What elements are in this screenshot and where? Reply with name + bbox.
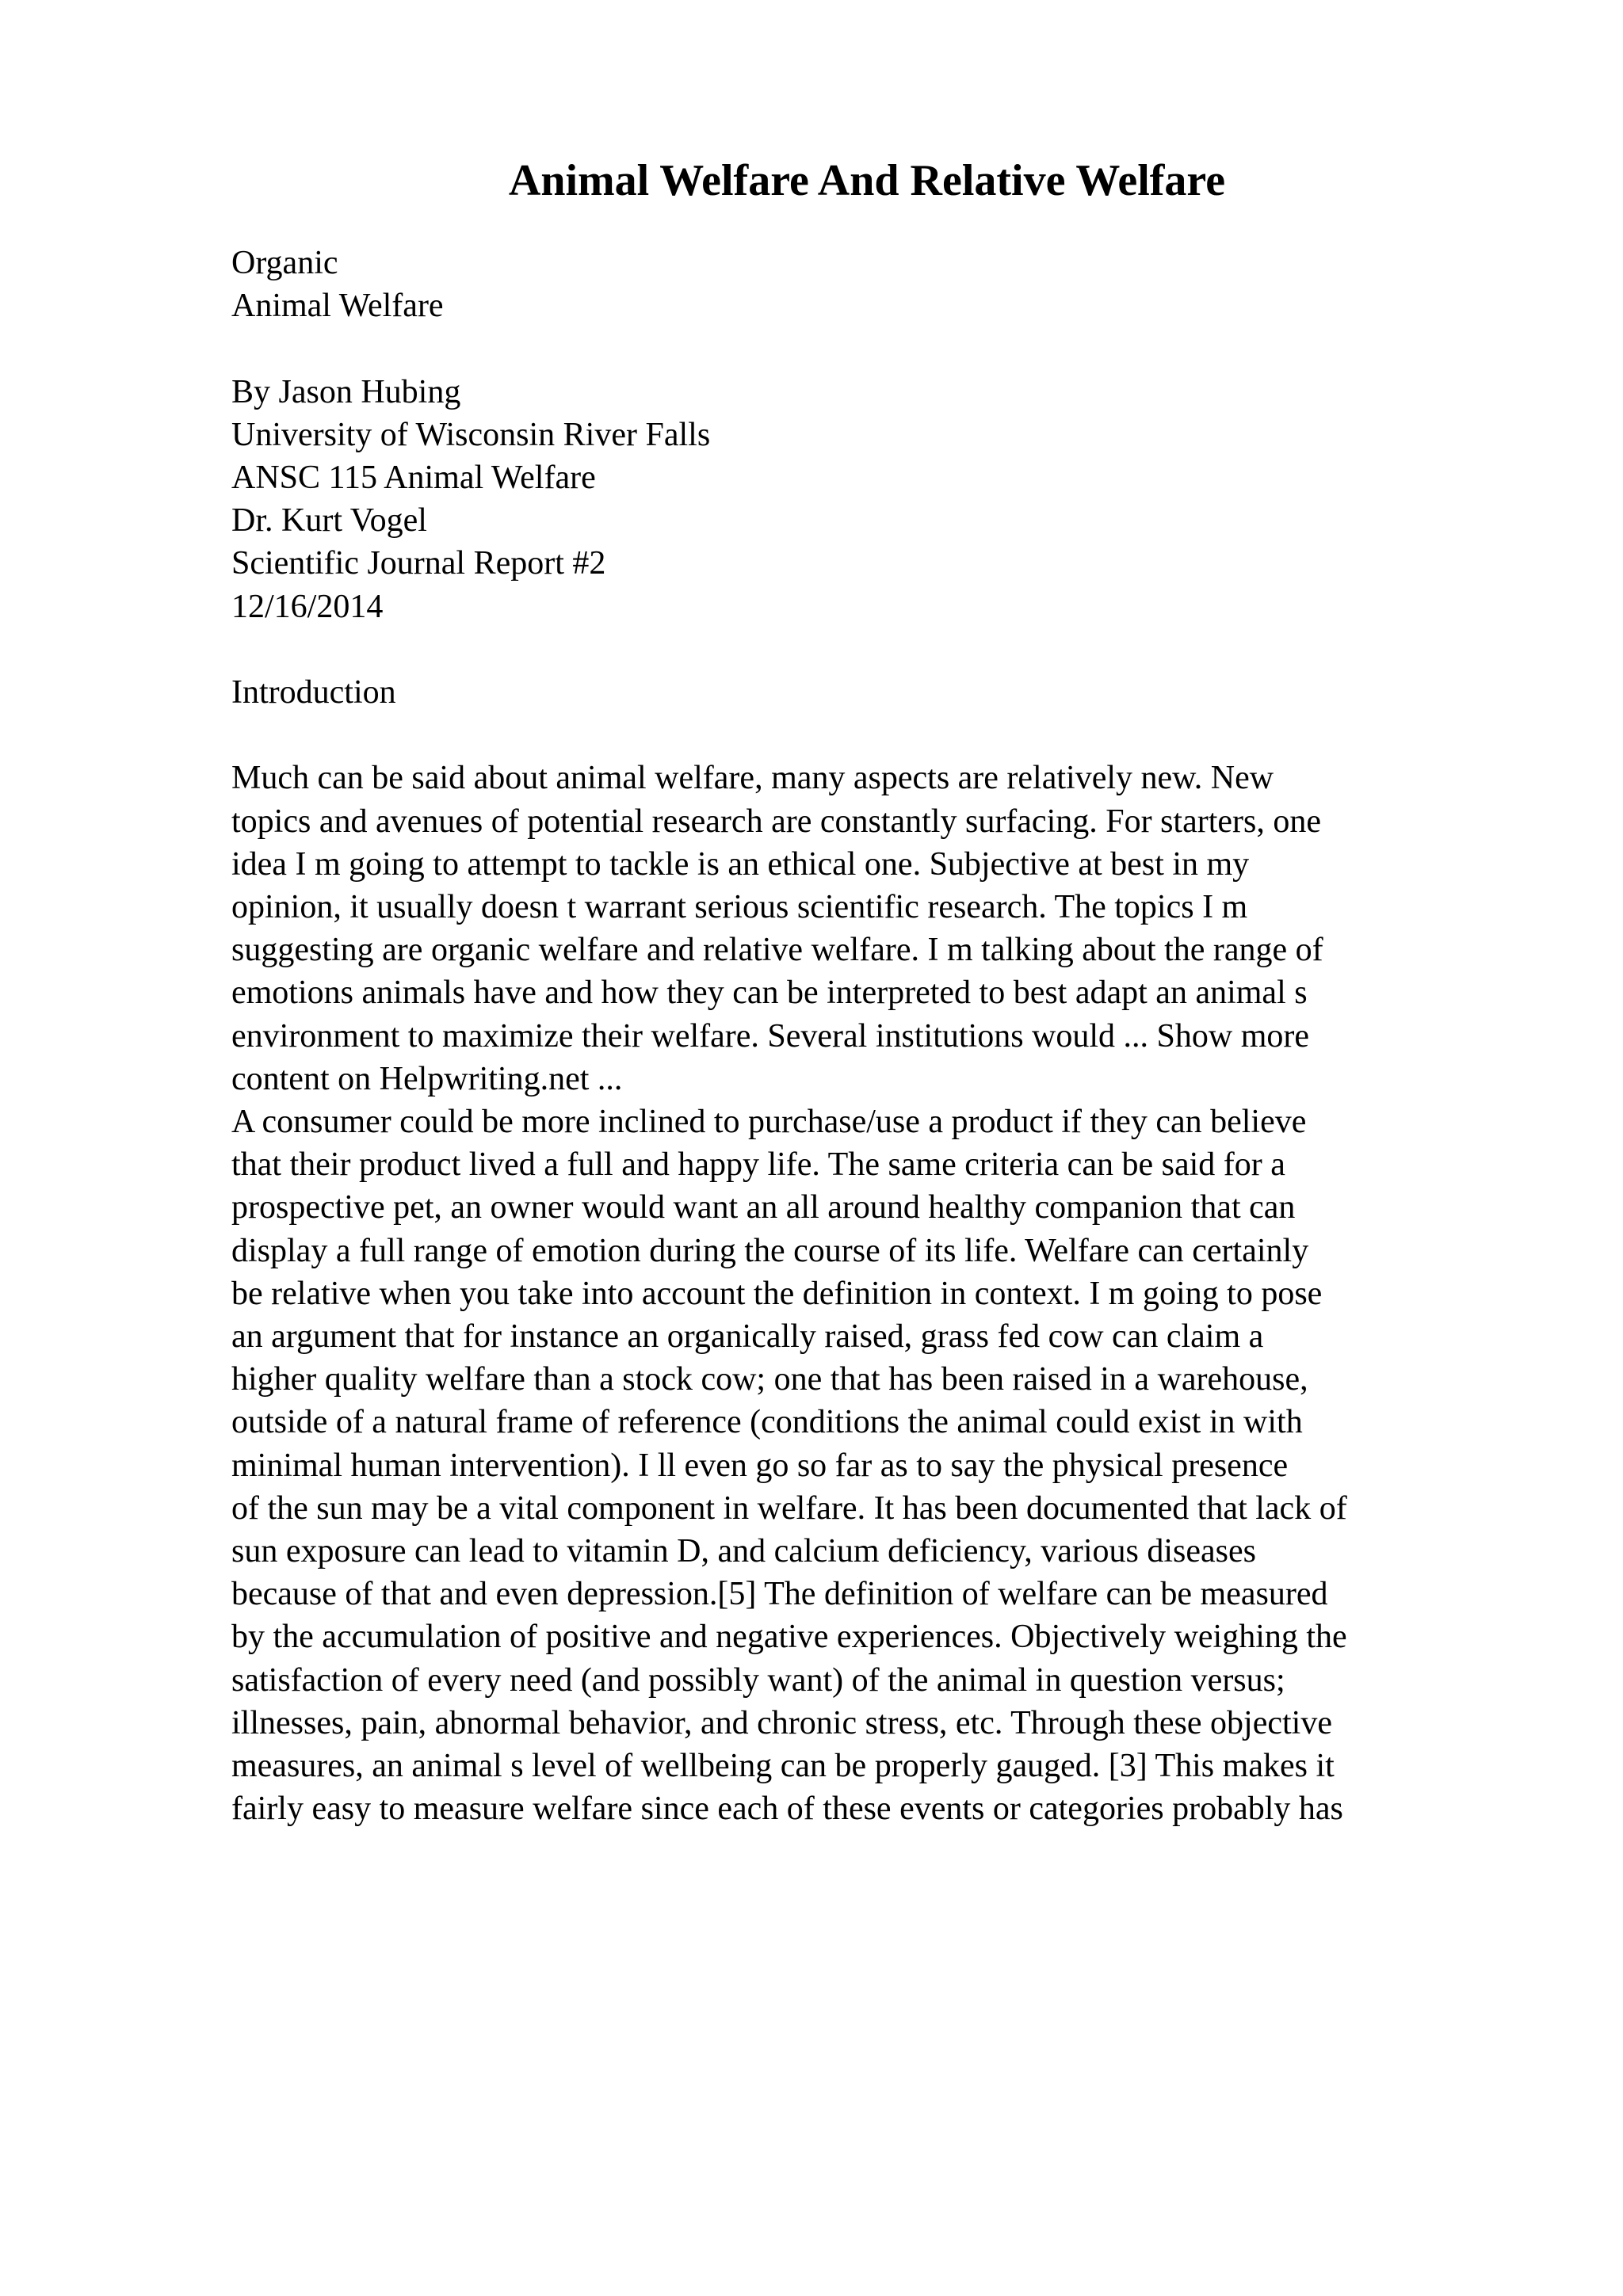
instructor-line: Dr. Kurt Vogel bbox=[231, 502, 427, 540]
paragraph-line: higher quality welfare than a stock cow; one that has been raised in a warehouse, bbox=[231, 1361, 1308, 1398]
spacer bbox=[231, 714, 1499, 757]
paragraph-line: an argument that for instance an organically raised, grass fed cow can claim a bbox=[231, 1318, 1264, 1356]
category-line: Organic bbox=[231, 245, 338, 281]
spacer bbox=[231, 327, 1499, 370]
category-block bbox=[231, 242, 1499, 327]
paragraph-line: Much can be said about animal welfare, many aspects are relatively new. New bbox=[231, 760, 1274, 797]
paragraph-line: display a full range of emotion during the course of its life. Welfare can certainly bbox=[231, 1232, 1309, 1269]
paragraph-line: prospective pet, an owner would want an all around healthy companion that can bbox=[231, 1189, 1296, 1226]
paragraph-line: opinion, it usually doesn t warrant serious scientific research. The topics I m bbox=[231, 889, 1248, 925]
paragraph-line: that their product lived a full and happy life. The same criteria can be said for a bbox=[231, 1146, 1285, 1184]
paragraph-line: A consumer could be more inclined to purchase/use a product if they can believe bbox=[231, 1104, 1307, 1141]
paragraph-line: environment to maximize their welfare. Several institutions would ... Show more bbox=[231, 1017, 1310, 1055]
spacer bbox=[231, 628, 1499, 671]
document-title: Animal Welfare And Relative Welfare bbox=[508, 156, 1226, 205]
paragraph-line: content on Helpwriting.net ... bbox=[231, 1060, 623, 1097]
author-meta-block bbox=[231, 371, 1499, 628]
paragraph-body bbox=[231, 1100, 1499, 1830]
paragraph-line: measures, an animal s level of wellbeing can be properly gauged. [3] This makes it bbox=[231, 1748, 1335, 1785]
paragraph-line: minimal human intervention). I ll even go so far as to say the physical presence bbox=[231, 1447, 1289, 1484]
paragraph-line: of the sun may be a vital component in welfare. It has been documented that lack of bbox=[231, 1489, 1347, 1527]
paragraph-line: fairly easy to measure welfare since each of these events or categories probably has bbox=[231, 1791, 1343, 1828]
author-line: By Jason Hubing bbox=[231, 373, 461, 410]
date-line: 12/16/2014 bbox=[231, 588, 384, 625]
paragraph-line: outside of a natural frame of reference (conditions the animal could exist in with bbox=[231, 1404, 1303, 1441]
category-line: Animal Welfare bbox=[231, 288, 444, 325]
course-line: ANSC 115 Animal Welfare bbox=[231, 460, 596, 496]
paragraph-line: be relative when you take into account the definition in context. I m going to pose bbox=[231, 1275, 1323, 1312]
paragraph-line: because of that and even depression.[5] The definition of welfare can be measured bbox=[231, 1576, 1328, 1613]
paragraph-line: illnesses, pain, abnormal behavior, and chronic stress, etc. Through these objective bbox=[231, 1704, 1332, 1741]
paragraph-intro bbox=[231, 757, 1499, 1100]
paragraph-line: by the accumulation of positive and negative experiences. Objectively weighing the bbox=[231, 1619, 1347, 1656]
paragraph-line: satisfaction of every need (and possibly want) of the animal in question versus; bbox=[231, 1661, 1285, 1699]
university-line: University of Wisconsin River Falls bbox=[231, 416, 711, 453]
document-body bbox=[231, 242, 1499, 1830]
report-line: Scientific Journal Report #2 bbox=[231, 545, 606, 582]
section-heading: Introduction bbox=[231, 674, 396, 711]
paragraph-line: suggesting are organic welfare and relative welfare. I m talking about the range of bbox=[231, 932, 1323, 969]
paragraph-line: idea I m going to attempt to tackle is an ethical one. Subjective at best in my bbox=[231, 845, 1250, 883]
paragraph-line: emotions animals have and how they can be interpreted to best adapt an animal s bbox=[231, 974, 1308, 1012]
paragraph-line: sun exposure can lead to vitamin D, and calcium deficiency, various diseases bbox=[231, 1533, 1257, 1570]
paragraph-line: topics and avenues of potential research are constantly surfacing. For starters, one bbox=[231, 803, 1322, 840]
